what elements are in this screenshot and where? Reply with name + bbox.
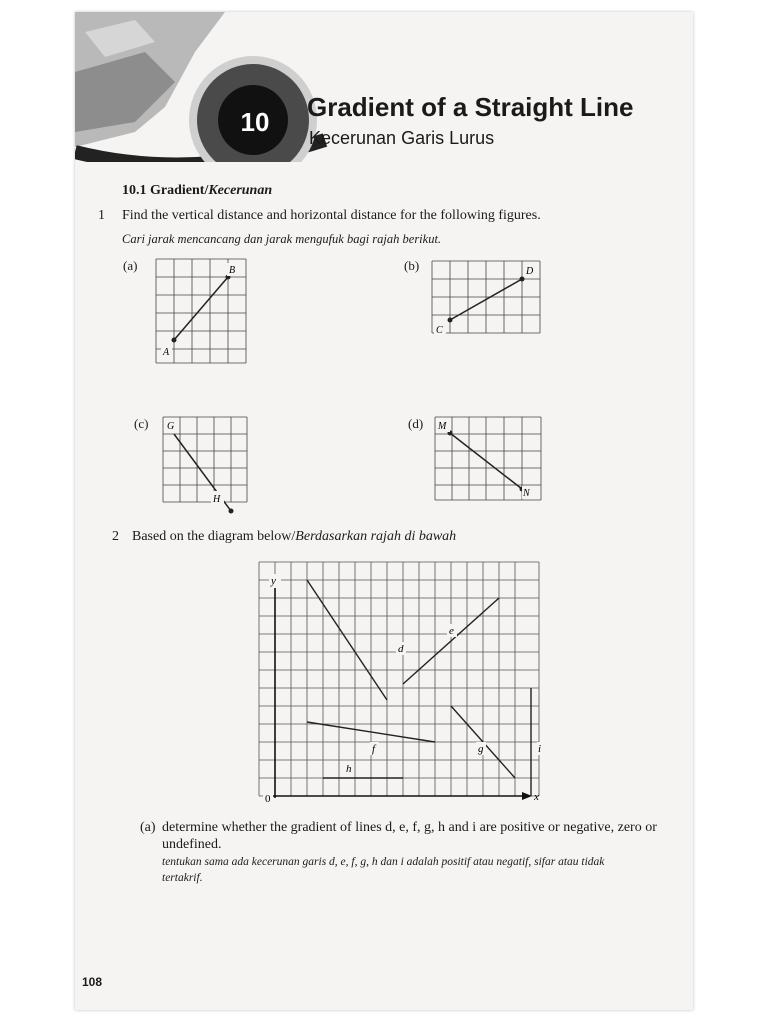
figure-d-label: (d) [408,416,424,431]
point-b-label: B [229,265,236,276]
part-a-text-cont: undefined. [162,837,222,852]
figure-b-grid [431,260,543,342]
question-2-diagram [254,560,544,806]
figure-d-grid [434,416,546,502]
figure-a-label: (a) [123,258,138,273]
chapter-title: Gradient of a Straight Line [307,92,634,122]
question-1-text: Find the vertical distance and horizontal distance for the following figures. [122,208,541,223]
part-a-text-ms: tentukan sama ada kecerunan garis d, e, f, g, h dan i adalah positif atau negatif, sifar atau tidak [162,856,605,868]
x-axis-label: x [534,791,539,803]
point-a-label: A [163,347,170,358]
line-e-label: e [449,625,454,637]
point-g-label: G [167,421,175,432]
point-c-label: C [436,325,443,336]
worksheet-page [75,12,693,1010]
section-heading: 10.1 Gradient/Kecerunan [122,183,273,198]
y-axis-label: y [271,575,276,587]
chapter-number: 10 [240,107,270,137]
part-a-text-ms-cont: tertakrif. [162,872,203,884]
question-2-number: 2 [112,529,119,544]
figure-b-gridlines [432,261,540,333]
figure-a-grid [155,258,250,366]
figure-c-grid [162,416,250,516]
question-2-text: Based on the diagram below/Berdasarkan rajah di bawah [132,529,457,544]
diagram-gridlines [259,562,542,796]
question-1-number: 1 [98,208,105,223]
figure-c-label: (c) [134,416,149,431]
line-h-label: h [346,763,352,775]
point-a [172,338,177,343]
chapter-subtitle: Kecerunan Garis Lurus [309,128,495,148]
line-g-label: g [478,743,484,755]
question-1-text-ms: Cari jarak mencancang dan jarak mengufuk bagi rajah berikut. [122,232,442,246]
point-m-label: M [438,421,447,432]
point-d [520,277,525,282]
page-number: 108 [82,975,103,989]
figure-b-label: (b) [404,258,420,273]
point-h-label: H [213,494,221,505]
point-n-label: N [523,488,530,499]
line-f-label: f [372,743,376,755]
line-i-label: i [538,743,542,755]
part-a-text: determine whether the gradient of lines d, e, f, g, h and i are positive or negative, zero or [162,820,657,835]
origin-label: 0 [265,793,271,805]
point-d-label: D [526,266,534,277]
line-ab [174,277,228,340]
line-d-label: d [398,643,404,655]
point-c [448,318,453,323]
point-h [229,509,234,514]
part-a-label: (a) [140,820,156,835]
